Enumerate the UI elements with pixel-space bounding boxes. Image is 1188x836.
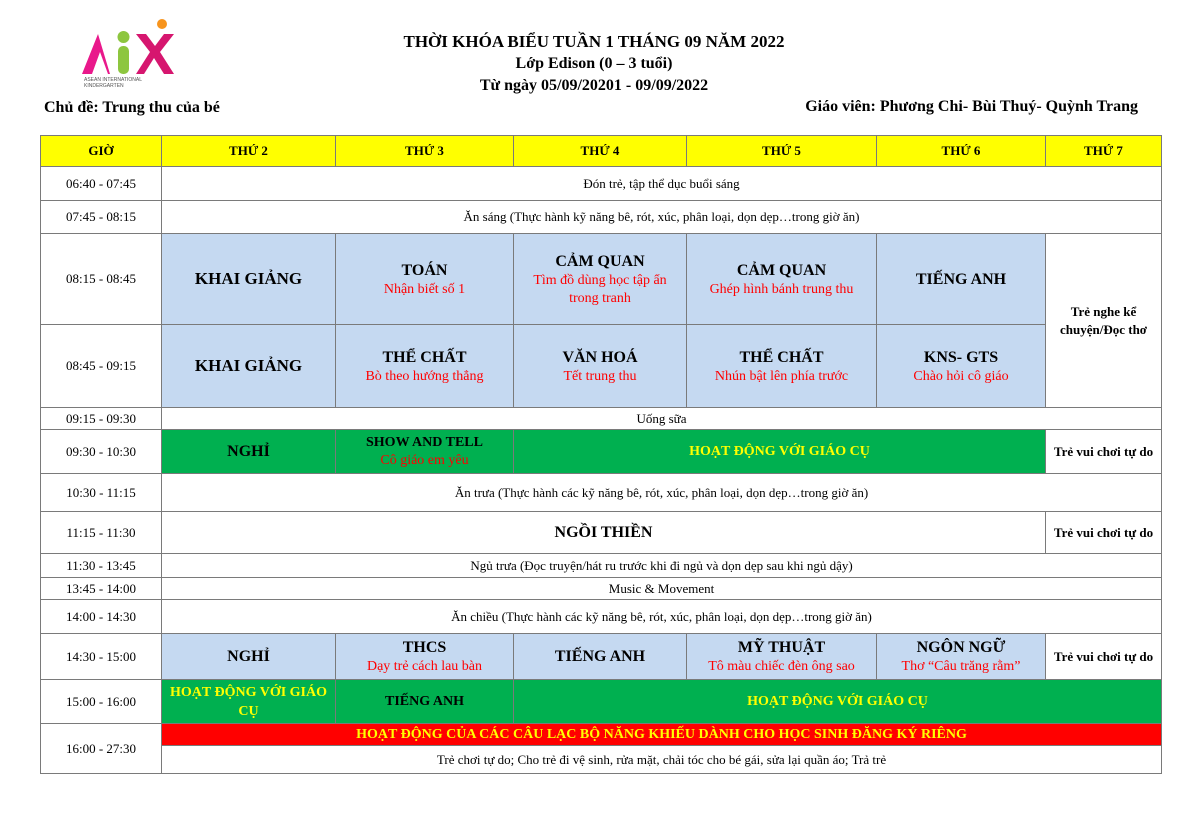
activity-cell [514, 430, 1046, 474]
table-row [41, 325, 1162, 408]
lesson-cell [336, 634, 514, 680]
lesson-cell [687, 634, 877, 680]
lesson-cell [514, 234, 687, 325]
activity-label: HOẠT ĐỘNG VỚI GIÁO CỤ [689, 444, 870, 459]
time-cell: 14:00 - 14:30 [41, 600, 162, 634]
table-row [41, 430, 1162, 474]
saturday-cell: Trẻ vui chơi tự do [1046, 512, 1162, 554]
table-row [41, 680, 1162, 724]
table-row [41, 746, 1162, 774]
lesson-cell [336, 680, 514, 724]
routine-cell: Ngủ trưa (Đọc truyện/hát ru trước khi đi ngủ và dọn dẹp sau khi ngủ dậy) [162, 554, 1162, 578]
class-line: Lớp Edison (0 – 3 tuổi) [515, 55, 673, 72]
lesson-cell [336, 325, 514, 408]
subject-label: SHOW AND TELL [366, 434, 483, 450]
lesson-desc: Chào hỏi cô giáo [913, 368, 1009, 384]
time-cell: 10:30 - 11:15 [41, 474, 162, 512]
col-header-fri: THỨ 6 [877, 136, 1046, 167]
saturday-cell: Trẻ vui chơi tự do [1046, 634, 1162, 680]
saturday-cell: Trẻ vui chơi tự do [1046, 430, 1162, 474]
lesson-cell [877, 634, 1046, 680]
lesson-cell [877, 234, 1046, 325]
lesson-cell [687, 234, 877, 325]
activity-cell [162, 512, 1046, 554]
table-row [41, 234, 1162, 325]
routine-cell: Ăn sáng (Thực hành kỹ năng bê, rót, xúc, phân loại, dọn dẹp…trong giờ ăn) [162, 201, 1162, 234]
time-cell: 06:40 - 07:45 [41, 167, 162, 201]
subject-label: THCS [402, 639, 447, 656]
activity-label: HOẠT ĐỘNG VỚI GIÁO CỤ [169, 684, 327, 719]
subject-label: MỸ THUẬT [737, 639, 826, 656]
document-header [0, 31, 1188, 97]
subject-label: TIẾNG ANH [915, 270, 1007, 288]
lesson-desc: Bò theo hướng thẳng [365, 368, 484, 384]
time-cell: 09:15 - 09:30 [41, 408, 162, 430]
table-row [41, 167, 1162, 201]
routine-cell: Ăn chiều (Thực hành các kỹ năng bê, rót, xúc, phân loại, dọn dẹp…trong giờ ăn) [162, 600, 1162, 634]
lesson-cell [514, 325, 687, 408]
subject-label: CẢM QUAN [736, 261, 827, 279]
table-row [41, 512, 1162, 554]
subject-label: VĂN HOÁ [562, 348, 638, 366]
activity-cell [162, 680, 336, 724]
time-cell: 13:45 - 14:00 [41, 578, 162, 600]
time-cell: 09:30 - 10:30 [41, 430, 162, 474]
lesson-desc: Tết trung thu [563, 368, 637, 384]
lesson-cell [687, 325, 877, 408]
schedule-title: THỜI KHÓA BIỂU TUẦN 1 THÁNG 09 NĂM 2022 [403, 32, 785, 51]
date-range: Từ ngày 05/09/20201 - 09/09/2022 [479, 77, 709, 94]
logo-caption-2: KINDERGARTEN [84, 83, 124, 89]
club-label: HOẠT ĐỘNG CỦA CÁC CÂU LẠC BỘ NĂNG KHIẾU DÀNH CHO HỌC SINH ĐĂNG KÝ RIÊNG [356, 727, 967, 742]
routine-cell: Music & Movement [162, 578, 1162, 600]
routine-cell: Ăn trưa (Thực hành các kỹ năng bê, rót, xúc, phân loại, dọn dẹp…trong giờ ăn) [162, 474, 1162, 512]
subject-label: TIẾNG ANH [554, 648, 646, 665]
table-row [41, 724, 1162, 746]
lesson-cell [877, 325, 1046, 408]
table-row [41, 201, 1162, 234]
rest-cell [162, 634, 336, 680]
lesson-desc: Cô giáo em yêu [380, 452, 469, 468]
routine-cell: Uống sữa [162, 408, 1162, 430]
subject-label: THỂ CHẤT [382, 348, 467, 366]
subject-label: KHAI GIẢNG [194, 355, 303, 375]
lesson-desc: Nhún bật lên phía trước [714, 368, 849, 384]
club-cell [162, 724, 1162, 746]
activity-label: NGỒI THIỀN [554, 524, 653, 541]
subject-label: NGÔN NGỮ [916, 639, 1006, 656]
logo-caption-1: ASEAN INTERNATIONAL [84, 77, 142, 83]
subject-label: TIẾNG ANH [385, 694, 464, 709]
col-header-thu: THỨ 5 [687, 136, 877, 167]
table-row [41, 600, 1162, 634]
time-cell: 15:00 - 16:00 [41, 680, 162, 724]
table-row [41, 578, 1162, 600]
lesson-cell [336, 234, 514, 325]
topic: Chủ đề: Trung thu của bé [44, 99, 220, 116]
lesson-desc: Thơ “Câu trăng rằm” [901, 659, 1021, 674]
time-cell: 08:15 - 08:45 [41, 234, 162, 325]
col-header-tue: THỨ 3 [336, 136, 514, 167]
teachers: Giáo viên: Phương Chi- Bùi Thuý- Quỳnh Trang [805, 98, 1138, 115]
time-cell: 07:45 - 08:15 [41, 201, 162, 234]
time-cell: 11:15 - 11:30 [41, 512, 162, 554]
routine-cell: Trẻ chơi tự do; Cho trẻ đi vệ sinh, rửa mặt, chải tóc cho bé gái, sửa lại quần áo; Trả trẻ [162, 746, 1162, 774]
subject-label: CẢM QUAN [555, 252, 645, 270]
activity-cell [514, 680, 1162, 724]
lesson-desc: Tìm đồ dùng học tập ẩn trong tranh [533, 272, 667, 306]
col-header-mon: THỨ 2 [162, 136, 336, 167]
subject-label: TOÁN [401, 261, 448, 279]
subject-label: KHAI GIẢNG [194, 268, 303, 288]
col-header-time: GIỜ [41, 136, 162, 167]
subject-label: THỂ CHẤT [739, 348, 824, 366]
routine-cell: Đón trẻ, tập thể dục buổi sáng [162, 167, 1162, 201]
rest-cell [162, 430, 336, 474]
saturday-cell: Trẻ nghe kể chuyện/Đọc thơ [1046, 234, 1162, 408]
col-header-wed: THỨ 4 [514, 136, 687, 167]
time-cell: 14:30 - 15:00 [41, 634, 162, 680]
time-cell: 16:00 - 27:30 [41, 724, 162, 774]
lesson-desc: Nhận biết số 1 [383, 281, 466, 297]
table-row [41, 474, 1162, 512]
table-row [41, 634, 1162, 680]
time-cell: 08:45 - 09:15 [41, 325, 162, 408]
table-row [41, 554, 1162, 578]
col-header-sat: THỨ 7 [1046, 136, 1162, 167]
table-row [41, 408, 1162, 430]
timetable [40, 135, 1162, 774]
header-row [41, 136, 1162, 167]
lesson-cell [162, 325, 336, 408]
lesson-desc: Tô màu chiếc đèn ông sao [708, 659, 855, 674]
lesson-cell [162, 234, 336, 325]
lesson-desc: Dạy trẻ cách lau bàn [366, 659, 483, 674]
subject-label: NGHỈ [227, 648, 270, 665]
subject-label: KNS- GTS [923, 348, 999, 366]
lesson-desc: Ghép hình bánh trung thu [709, 281, 854, 297]
lesson-cell [514, 634, 687, 680]
time-cell: 11:30 - 13:45 [41, 554, 162, 578]
subject-label: NGHỈ [227, 443, 270, 460]
activity-label: HOẠT ĐỘNG VỚI GIÁO CỤ [747, 694, 928, 709]
lesson-cell [336, 430, 514, 474]
